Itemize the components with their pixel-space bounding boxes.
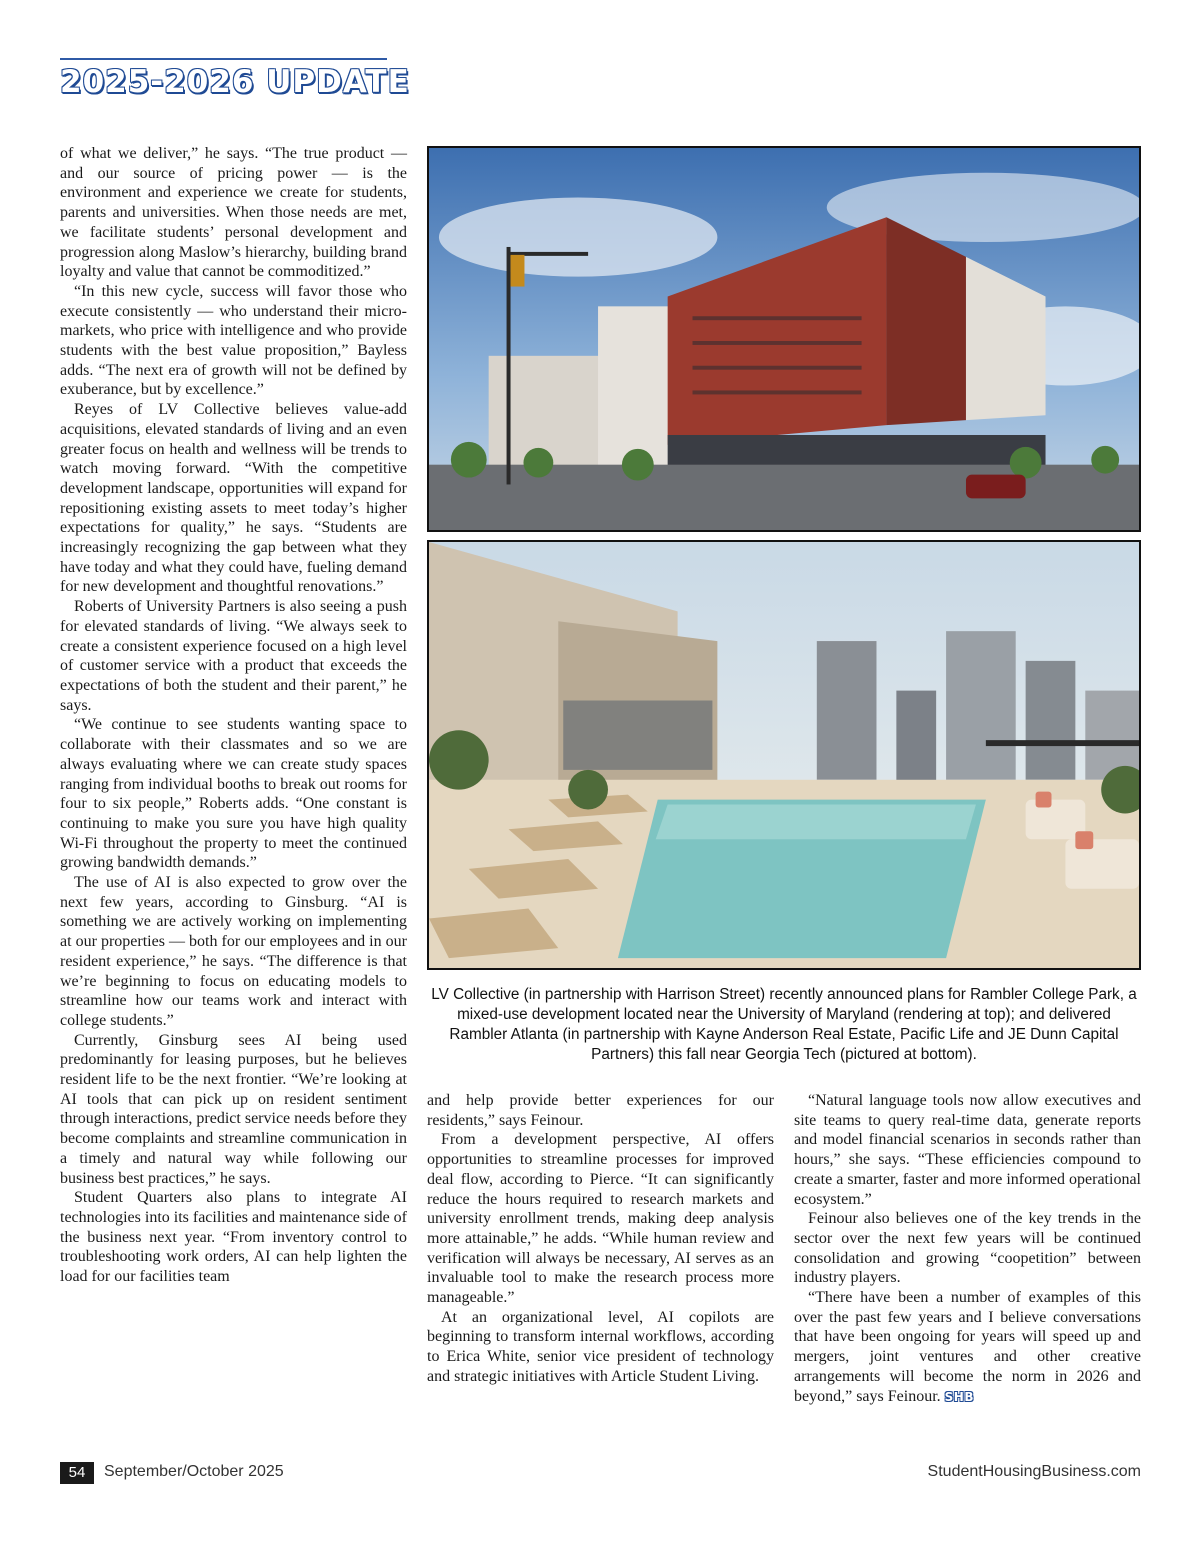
page-footer	[60, 1462, 1141, 1486]
end-mark: SHB	[944, 1389, 974, 1404]
right-text-column	[794, 1091, 1141, 1407]
paragraph: From a development perspective, AI offers opportunities to streamline processes for improved deal flow, according to Pierce. “It can significantly reduce the hours required to research markets and university enrollment trends, making deep analysis more attainable,” he adds. “While human review and verification will always be necessary, AI serves as an invaluable tool to make the research process more manageable.”	[427, 1131, 774, 1307]
paragraph: of what we deliver,” he says. “The true product — and our source of pricing power — is the environment and experience we create for students, parents and universities. When those needs are met, we facilitate students’ personal development and progression along Maslow’s hierarchy, building brand loyalty and value that cannot be commoditized.”	[60, 145, 407, 281]
left-text-column	[60, 144, 407, 1287]
paragraph: and help provide better experiences for our residents,” says Feinour.	[427, 1092, 774, 1129]
paragraph: Reyes of LV Collective believes value-add acquisitions, elevated standards of living and an even greater focus on health and wellness will be trends to watch moving forward. “With the competitive development landscape, opportunities will expand for repositioning existing assets to meet today’s higher expectations for quality,” he says. “Students are increasingly recognizing the gap between what they have today and what they could have, fueling demand for new development and thoughtful renovations.”	[60, 401, 407, 596]
paragraph: “In this new cycle, success will favor those who execute consistently — who understand their micro-markets, who price with intelligence and who provide students with the best value proposition,” Bayless adds. “The next era of growth will not be defined by exuberance, but by excellence.”	[60, 282, 407, 399]
paragraph: Feinour also believes one of the key trends in the sector over the next few years will be continued consolidation and growing “coopetition” between industry players.	[794, 1210, 1141, 1287]
paragraph: At an organizational level, AI copilots are beginning to transform internal workflows, according to Erica White, senior vice president of technology and strategic initiatives with Article Student Living.	[427, 1308, 774, 1385]
website-url: StudentHousingBusiness.com	[927, 1463, 1141, 1480]
paragraph: Student Quarters also plans to integrate AI technologies into its facilities and maintenance side of the business next year. “From inventory control to troubleshooting work orders, AI can help lighten the load for our facilities team	[60, 1189, 408, 1286]
section-header-title: 2025-2026 UPDATE	[60, 64, 410, 100]
paragraph: “We continue to see students wanting space to collaborate with their classmates and so we are always evaluating where we can create study spaces ranging from individual booths to break out rooms for four to six people,” Roberts adds. “One constant is continuing to make you sure you have high quality Wi-Fi throughout the property to meet the continued growing bandwidth demands.”	[60, 716, 407, 872]
rambler-college-park-rendering	[427, 146, 1141, 532]
page-number: 54	[60, 1462, 94, 1484]
rambler-atlanta-rooftop-pool-photo	[427, 540, 1141, 970]
paragraph-text: “There have been a number of examples of this over the past few years and I believe conversations that have been ongoing for years will speed up and mergers, joint ventures and other creative arrangements will become the norm in 2026 and beyond,” says Feinour.	[794, 1289, 1141, 1405]
paragraph: The use of AI is also expected to grow over the next few years, according to Ginsburg. “AI is something we are actively working on implementing at our properties — both for our employees and in our resident experience,” he says. “The difference is that we’re beginning to focus on educating models to streamline how our teams work and interact with college students.”	[60, 874, 407, 1029]
photo-caption: LV Collective (in partnership with Harrison Street) recently announced plans for Rambler College Park, a mixed-use development located near the University of Maryland (rendering at top); and delivered Rambler Atlanta (in partnership with Kayne Anderson Real Estate, Pacific Life and JE Dunn Capital Partners) this fall near Georgia Tech (pictured at bottom).	[431, 986, 1137, 1063]
issue-date: September/October 2025	[104, 1463, 284, 1480]
header-rule	[60, 58, 387, 60]
paragraph: Currently, Ginsburg sees AI being used predominantly for leasing purposes, but he believes resident life to be the next frontier. “We’re looking at AI tools that can pick up on resident sentiment through interactions, predict service needs before they become complaints and streamline communication in a timely and natural way while following our business best practices,” he says.	[60, 1031, 407, 1187]
paragraph	[794, 1288, 1141, 1407]
paragraph: “Natural language tools now allow executives and site teams to query real-time data, generate reports and model financial scenarios in seconds rather than hours,” she says. “These efficiencies compound to create a smarter, faster and more informed operational ecosystem.”	[794, 1092, 1141, 1208]
middle-text-column	[427, 1091, 774, 1387]
paragraph: Roberts of University Partners is also seeing a push for elevated standards of living. “We always seek to create a consistent experience focused on a high level of customer service with a product that exceeds the expectations of both the student and their parent,” he says.	[60, 598, 407, 714]
